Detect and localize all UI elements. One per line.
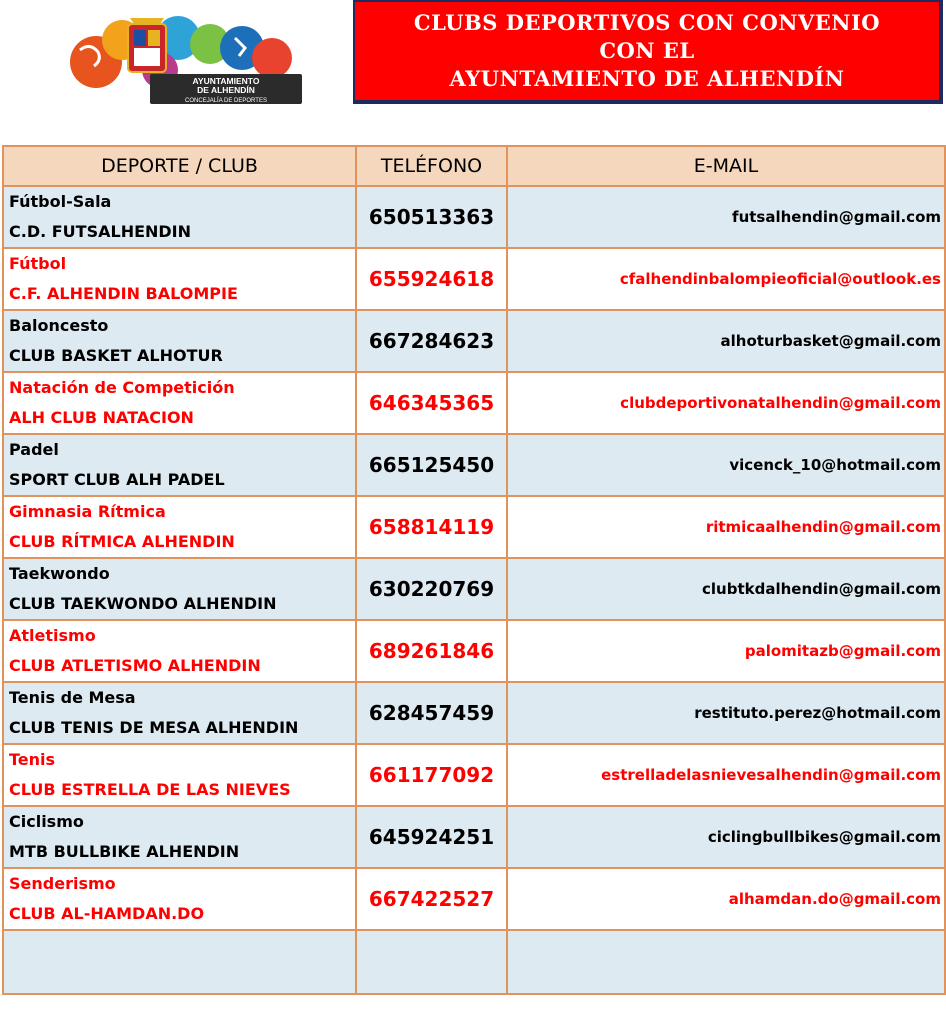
phone-cell: 667422527 [356, 868, 507, 930]
club-name: ALH CLUB NATACION [9, 408, 194, 427]
clubs-table [2, 145, 946, 995]
sport-name: Ciclismo [9, 812, 84, 831]
email-cell: estrelladelasnievesalhendin@gmail.com [507, 744, 945, 806]
club-name: C.F. ALHENDIN BALOMPIE [9, 284, 238, 303]
phone-cell: 645924251 [356, 806, 507, 868]
email-cell: alhoturbasket@gmail.com [507, 310, 945, 372]
club-cell [3, 682, 356, 744]
phone-cell: 665125450 [356, 434, 507, 496]
phone-cell: 630220769 [356, 558, 507, 620]
phone-cell: 650513363 [356, 186, 507, 248]
sport-name: Gimnasia Rítmica [9, 502, 166, 521]
table-row [3, 186, 945, 248]
club-name: CLUB BASKET ALHOTUR [9, 346, 223, 365]
club-name: CLUB RÍTMICA ALHENDIN [9, 532, 235, 551]
phone-cell: 667284623 [356, 310, 507, 372]
column-header-email: E-MAIL [507, 146, 945, 186]
sport-name: Fútbol [9, 254, 67, 273]
table-row [3, 372, 945, 434]
email-cell: clubtkdalhendin@gmail.com [507, 558, 945, 620]
sport-name: Taekwondo [9, 564, 110, 583]
sport-name: Baloncesto [9, 316, 109, 335]
phone-cell: 689261846 [356, 620, 507, 682]
empty-cell [356, 930, 507, 994]
table-row [3, 620, 945, 682]
table-row [3, 434, 945, 496]
logo-text-1: AYUNTAMIENTO [192, 76, 260, 86]
club-cell [3, 186, 356, 248]
sport-name: Senderismo [9, 874, 116, 893]
title-line-3: AYUNTAMIENTO DE ALHENDÍN [449, 66, 845, 91]
table-header-row [3, 146, 945, 186]
table-row [3, 868, 945, 930]
email-cell: clubdeportivonatalhendin@gmail.com [507, 372, 945, 434]
empty-cell [3, 930, 356, 994]
column-header-phone: TELÉFONO [356, 146, 507, 186]
club-cell [3, 558, 356, 620]
club-cell [3, 496, 356, 558]
email-cell: vicenck_10@hotmail.com [507, 434, 945, 496]
coat-of-arms-icon [128, 18, 166, 72]
club-cell [3, 744, 356, 806]
table-row [3, 682, 945, 744]
phone-cell: 646345365 [356, 372, 507, 434]
title-line-1: CLUBS DEPORTIVOS CON CONVENIO [413, 10, 881, 35]
sport-name: Tenis de Mesa [9, 688, 136, 707]
logo-text-3: CONCEJALÍA DE DEPORTES [185, 98, 267, 104]
email-cell: futsalhendin@gmail.com [507, 186, 945, 248]
table-row [3, 496, 945, 558]
club-name: CLUB ESTRELLA DE LAS NIEVES [9, 780, 291, 799]
email-cell: restituto.perez@hotmail.com [507, 682, 945, 744]
sport-name: Padel [9, 440, 59, 459]
column-header-club: DEPORTE / CLUB [3, 146, 356, 186]
empty-row [3, 930, 945, 994]
club-cell [3, 310, 356, 372]
sport-name: Atletismo [9, 626, 96, 645]
sport-name: Natación de Competición [9, 378, 235, 397]
club-cell [3, 806, 356, 868]
empty-cell [507, 930, 945, 994]
table-row [3, 558, 945, 620]
club-name: MTB BULLBIKE ALHENDIN [9, 842, 240, 861]
email-cell: palomitazb@gmail.com [507, 620, 945, 682]
club-name: CLUB AL-HAMDAN.DO [9, 904, 205, 923]
table-row [3, 744, 945, 806]
title-inner [355, 2, 939, 100]
table-row [3, 248, 945, 310]
club-cell [3, 248, 356, 310]
club-name: CLUB ATLETISMO ALHENDIN [9, 656, 261, 675]
club-name: CLUB TAEKWONDO ALHENDIN [9, 594, 277, 613]
email-cell: cfalhendinbalompieoficial@outlook.es [507, 248, 945, 310]
logo-text-2: DE ALHENDÍN [197, 85, 255, 95]
club-name: SPORT CLUB ALH PADEL [9, 470, 225, 489]
phone-cell: 661177092 [356, 744, 507, 806]
club-cell [3, 868, 356, 930]
table-row [3, 310, 945, 372]
table-row [3, 806, 945, 868]
title-line-2: CON EL [599, 38, 695, 63]
ayuntamiento-logo [60, 10, 310, 108]
phone-cell: 655924618 [356, 248, 507, 310]
phone-cell: 628457459 [356, 682, 507, 744]
club-name: CLUB TENIS DE MESA ALHENDIN [9, 718, 299, 737]
club-cell [3, 372, 356, 434]
club-cell [3, 434, 356, 496]
title-banner [353, 0, 943, 104]
email-cell: ritmicaalhendin@gmail.com [507, 496, 945, 558]
club-name: C.D. FUTSALHENDIN [9, 222, 192, 241]
sport-name: Fútbol-Sala [9, 192, 112, 211]
phone-cell: 658814119 [356, 496, 507, 558]
email-cell: ciclingbullbikes@gmail.com [507, 806, 945, 868]
email-cell: alhamdan.do@gmail.com [507, 868, 945, 930]
sport-name: Tenis [9, 750, 56, 769]
club-cell [3, 620, 356, 682]
logo-red-circle [252, 38, 292, 78]
